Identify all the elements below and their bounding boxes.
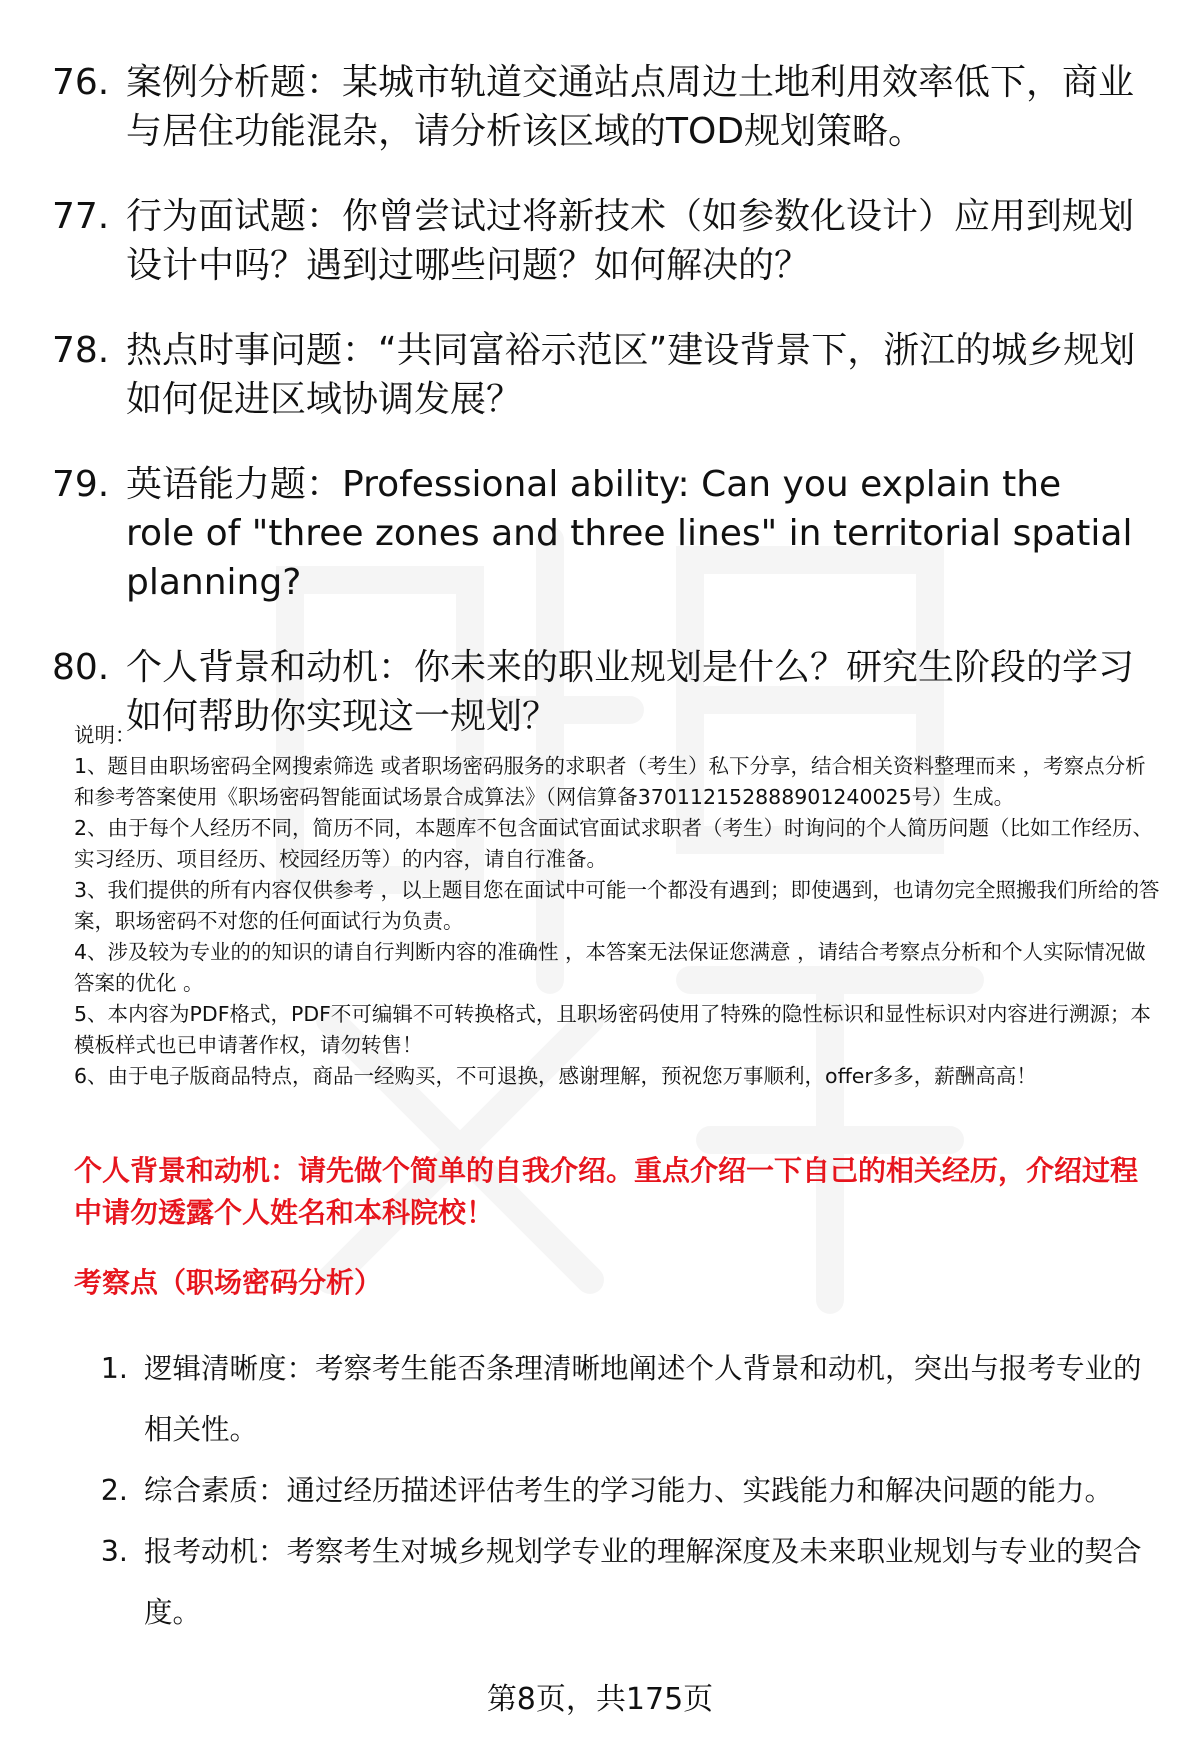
key-point-number: 3. xyxy=(100,1535,128,1568)
question-text: 热点时事问题：“共同富裕示范区”建设背景下，浙江的城乡规划如何促进区域协调发展？ xyxy=(126,330,1136,420)
key-point-number: 1. xyxy=(100,1352,128,1385)
question-number: 77. xyxy=(52,196,110,237)
key-point-number: 2. xyxy=(100,1474,128,1507)
question-text: 案例分析题：某城市轨道交通站点周边土地利用效率低下，商业与居住功能混杂，请分析该区域的TOD规划策略。 xyxy=(126,62,1135,152)
key-points-title: 考察点（职场密码分析） xyxy=(74,1266,383,1299)
key-points-list xyxy=(84,1338,1164,1643)
notes-title: 说明： xyxy=(74,723,136,747)
question-item xyxy=(52,326,1152,424)
question-item xyxy=(52,460,1152,607)
page-footer: 第8页，共175页 xyxy=(486,1682,714,1717)
key-point-item xyxy=(84,1338,1164,1460)
key-point-item xyxy=(84,1460,1164,1521)
question-number: 80. xyxy=(52,647,110,688)
key-point-text: 综合素质：通过经历描述评估考生的学习能力、实践能力和解决问题的能力。 xyxy=(144,1474,1114,1507)
key-point-text: 逻辑清晰度：考察考生能否条理清晰地阐述个人背景和动机，突出与报考专业的相关性。 xyxy=(144,1352,1142,1446)
main-question-heading: 个人背景和动机：请先做个简单的自我介绍。重点介绍一下自己的相关经历，介绍过程中请勿透露个人姓名和本科院校！ xyxy=(74,1154,1139,1229)
key-point-text: 报考动机：考察考生对城乡规划学专业的理解深度及未来职业规划与专业的契合度。 xyxy=(144,1535,1142,1629)
question-item xyxy=(52,192,1152,290)
note-item: 4、涉及较为专业的的知识的请自行判断内容的准确性 ，本答案无法保证您满意 ，请结合考察点分析和个人实际情况做答案的优化 。 xyxy=(74,940,1146,995)
notes-section xyxy=(74,720,1164,1092)
note-item: 2、由于每个人经历不同，简历不同，本题库不包含面试官面试求职者（考生）时询问的个人简历问题（比如工作经历、实习经历、项目经历、校园经历等）的内容，请自行准备。 xyxy=(74,816,1154,871)
question-text: 个人背景和动机：你未来的职业规划是什么？研究生阶段的学习如何帮助你实现这一规划？ xyxy=(126,647,1135,737)
question-list xyxy=(52,58,1152,777)
note-item: 3、我们提供的所有内容仅供参考 ，以上题目您在面试中可能一个都没有遇到；即使遇到，也请勿完全照搬我们所给的答案，职场密码不对您的任何面试行为负责。 xyxy=(74,878,1160,933)
note-item: 5、本内容为PDF格式，PDF不可编辑不可转换格式，且职场密码使用了特殊的隐性标识和显性标识对内容进行溯源；本模板样式也已申请著作权，请勿转售！ xyxy=(74,1002,1151,1057)
key-point-item xyxy=(84,1521,1164,1643)
question-item xyxy=(52,58,1152,156)
question-number: 78. xyxy=(52,330,110,371)
note-item: 6、由于电子版商品特点，商品一经购买，不可退换，感谢理解，预祝您万事顺利，offer多多，薪酬高高！ xyxy=(74,1064,1037,1088)
question-number: 79. xyxy=(52,464,110,505)
note-item: 1、题目由职场密码全网搜索筛选 或者职场密码服务的求职者（考生）私下分享，结合相关资料整理而来 ，考察点分析和参考答案使用《职场密码智能面试场景合成算法》（网信算备370112152888901240025号）生成。 xyxy=(74,754,1146,809)
question-number: 76. xyxy=(52,62,110,103)
question-text: 行为面试题：你曾尝试过将新技术（如参数化设计）应用到规划设计中吗？遇到过哪些问题？如何解决的？ xyxy=(126,196,1135,286)
question-text: 英语能力题：Professional ability: Can you explain the role of "three zones and three lines" in territorial spatial planning? xyxy=(126,464,1133,603)
